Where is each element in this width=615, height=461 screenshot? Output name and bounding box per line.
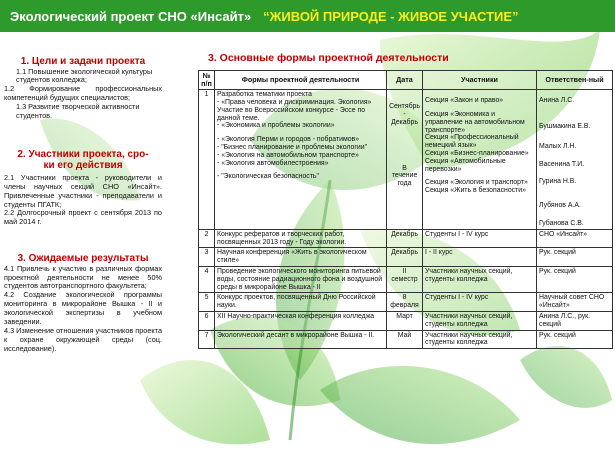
- row-responsible: Рук. секций: [537, 330, 613, 349]
- page-header: [0, 0, 615, 32]
- header-num: № п/п: [199, 71, 215, 90]
- row-num: 5: [199, 293, 215, 312]
- row-responsible: Научный совет СНО «Инсайт»: [537, 293, 613, 312]
- participant-line: Секция «Закон и право»: [425, 97, 504, 105]
- row-participants: I - II курс: [423, 248, 537, 267]
- goals-item: 1.3 Развитие творческой активности студентов.: [16, 102, 140, 120]
- row-form: [215, 90, 387, 230]
- row-responsible: СНО «Инсайт»: [537, 229, 613, 248]
- form-line: - «Экология на автомобильном транспорте»: [217, 151, 359, 159]
- row-form: Проведение экологического мониторинга питьевой воды, состояние радиационного фона и воздушной среды в микрорайоне Вышка - II: [215, 267, 387, 293]
- right-column: [198, 52, 612, 349]
- participant-line: Секция «Экономика и управление на автомобильном транспорте»: [425, 111, 525, 134]
- row-date: Май: [387, 330, 423, 349]
- header-date: Дата: [387, 71, 423, 90]
- responsible-line: Малых Л.Н.: [539, 142, 577, 150]
- responsible-line: Анина Л.С.: [539, 97, 575, 105]
- results-item: 4.2 Создание экологической программы мониторинга в микрорайоне Вышка - II и экологической экспертизы в учебном заведении.: [4, 290, 162, 327]
- responsible-line: Губанова С.В.: [539, 220, 584, 228]
- table-title: 3. Основные формы проектной деятельности: [208, 52, 449, 64]
- goals-item: 1.2 Формирование профессиональных компетенций будущих специалистов;: [4, 84, 162, 103]
- row-num: 4: [199, 267, 215, 293]
- row-form: Экологический десант в микрорайоне Вышка - II.: [215, 330, 387, 349]
- project-title: Экологический проект СНО «Инсайт»: [10, 8, 252, 24]
- row-participants: Участники научных секций, студенты колледжа: [423, 267, 537, 293]
- table-row: [199, 90, 613, 230]
- row-responsible: Анина Л.С., рук. секций: [537, 312, 613, 331]
- row-form: XII Научно-практическая конференция колледжа: [215, 312, 387, 331]
- table-row: [199, 229, 613, 248]
- header-participants: Участники: [423, 71, 537, 90]
- row-participants: Студенты I - IV курс: [423, 229, 537, 248]
- responsible-line: Бушмакина Е.В.: [539, 123, 591, 131]
- participant-line: Секция «Экология и транспорт»: [425, 179, 528, 187]
- participants-title-line1: 2. Участники проекта, сро-: [17, 148, 149, 160]
- participants-title-line2: ки его действия: [43, 160, 123, 172]
- row-participants: Участники научных секций, студенты колледжа: [423, 312, 537, 331]
- form-line: Разработка тематики проекта: [217, 91, 312, 99]
- participants-title: [4, 149, 162, 172]
- row-date: [387, 90, 423, 230]
- row-participants: Студенты I - IV курс: [423, 293, 537, 312]
- date-line: В течение года: [391, 164, 418, 188]
- row-responsible: Рук. секций: [537, 248, 613, 267]
- row-date: Декабрь: [387, 229, 423, 248]
- project-slogan: “ЖИВОЙ ПРИРОДЕ - ЖИВОЕ УЧАСТИЕ”: [263, 8, 519, 24]
- form-line: - "Бизнес планирование и проблемы экологии": [217, 144, 368, 152]
- form-line: - «Экология автомобилестроения»: [217, 159, 329, 167]
- results-item: 4.3 Изменение отношения участников проекта к охране окружающей среды (соц. исследование).: [4, 325, 162, 353]
- date-line: Сентябрь - Декабрь: [389, 103, 420, 126]
- row-date: 8 февраля: [387, 293, 423, 312]
- row-participants: Участники научных секций, студенты колледжа: [423, 330, 537, 349]
- form-line: - "Экологическая безопасность": [217, 173, 319, 181]
- row-responsible: Рук. секций: [537, 267, 613, 293]
- table-row: [199, 330, 613, 349]
- responsible-line: Лубянов А.А.: [539, 202, 581, 210]
- row-num: 7: [199, 330, 215, 349]
- header-responsible: Ответствен-ный: [537, 71, 613, 90]
- left-column: [4, 34, 162, 354]
- participant-line: Секция «Профессиональный немецкий язык»: [425, 134, 519, 150]
- participants-item: 2.2 Долгосрочный проект с сентября 2013 по май 2014 г.: [4, 208, 162, 227]
- participants-item: 2.1 Участники проекта - руководители и члены научных секций СНО «Инсайт». Привлеченные участники - преподаватели и студенты ПГАТК;: [4, 172, 162, 209]
- row-form: Конкурс рефератов и творческих работ, посвященных 2013 году - Году экологии.: [215, 229, 387, 248]
- activities-table: [198, 70, 613, 349]
- goals-item: 1.1 Повышение экологической культуры студентов колледжа;: [16, 66, 153, 85]
- table-header-row: [199, 71, 613, 90]
- results-item: 4.1 Привлечь к участию в различных формах проектной деятельности не менее 50% студентов автотранспортного факультета;: [4, 263, 162, 291]
- row-num: 1: [199, 90, 215, 230]
- row-form: Научная конференция «Жить в экологическом стиле»: [215, 248, 387, 267]
- form-line: - «Экология Перми и городов - побратимов»: [217, 136, 360, 144]
- row-date: II семестр: [387, 267, 423, 293]
- results-title: 3. Ожидаемые результаты: [17, 253, 149, 265]
- responsible-line: Васенина Т.И.: [539, 160, 585, 168]
- table-row: [199, 267, 613, 293]
- row-num: 2: [199, 229, 215, 248]
- participant-line: Секция «Жить в безопасности»: [425, 187, 526, 195]
- form-line: - «Экономика и проблемы экологии»: [217, 122, 335, 130]
- table-row: [199, 293, 613, 312]
- participant-line: Секция «Автомобильные перевозки»: [425, 157, 506, 173]
- responsible-line: Гурина Н.В.: [539, 178, 577, 186]
- row-num: 6: [199, 312, 215, 331]
- header-form: Формы проектной деятельности: [215, 71, 387, 90]
- row-date: Декабрь: [387, 248, 423, 267]
- table-row: [199, 248, 613, 267]
- row-form: Конкурс проектов, посвященный Дню Российской науки.: [215, 293, 387, 312]
- row-num: 3: [199, 248, 215, 267]
- form-line: - «Права человека и дискриминация. Экология» Участие во Всероссийском конкурсе - Эссе по данной теме.: [217, 99, 372, 122]
- row-participants: [423, 90, 537, 230]
- goals-title: 1. Цели и задачи проекта: [20, 56, 146, 67]
- table-row: [199, 312, 613, 331]
- row-responsible: [537, 90, 613, 230]
- participant-line: Секция «Бизнес-планирование»: [425, 150, 529, 158]
- row-date: Март: [387, 312, 423, 331]
